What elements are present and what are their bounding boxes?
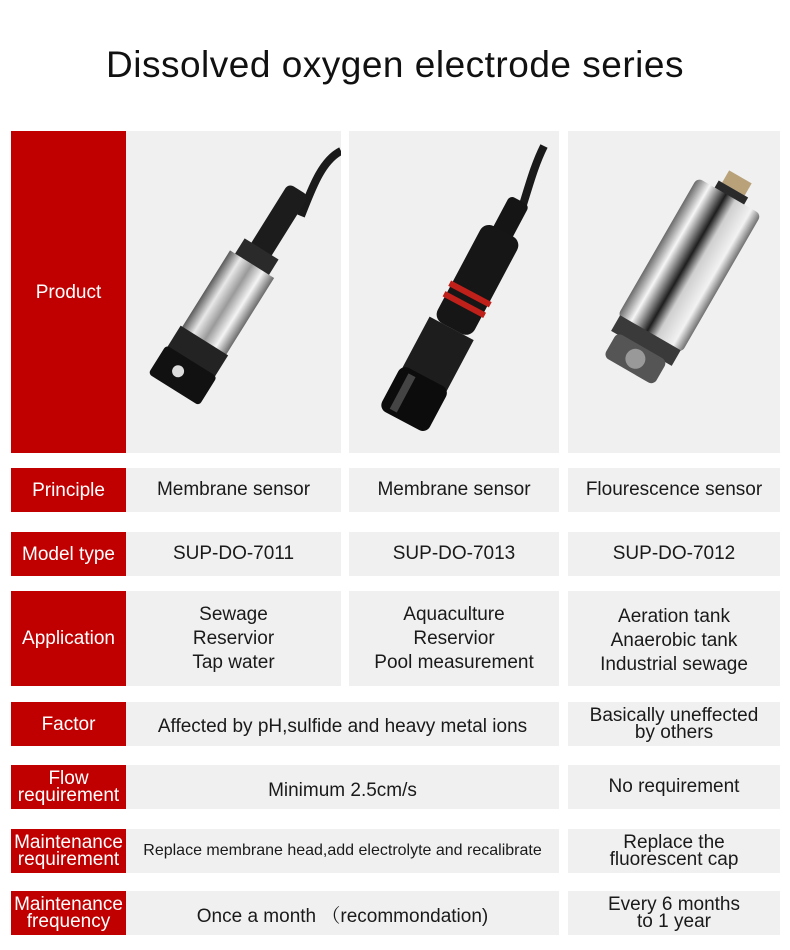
maintenance-frequency-membrane-text: Once a month （recommondation) [196,906,489,927]
maintenance-requirement-membrane-text: Replace membrane head,add electrolyte and recalibrate [143,842,542,859]
principle-7013 [349,468,559,512]
application-7013 [349,591,559,686]
model-7011 [126,532,341,576]
product-image-7012 [568,131,780,453]
application-item: Sewage [199,603,268,625]
flow-fluorescence-text: No requirement [608,776,740,797]
product-image-7011 [126,131,341,453]
row-label-model [11,532,126,576]
maintenance-requirement-fluorescence-line: fluorescent cap [609,849,739,870]
application-item: Aeration tank [618,605,730,627]
row-label-maintenance-requirement-line: requirement [17,849,120,870]
principle-7011-text: Membrane sensor [156,479,311,500]
model-7011-text: SUP-DO-7011 [172,543,295,564]
row-label-product [11,131,126,453]
row-label-flow-line: requirement [17,785,120,806]
maintenance-frequency-membrane [126,891,559,935]
row-label-flow-line: Flow [48,768,89,789]
maintenance-frequency-fluorescence [568,891,780,935]
row-label-maintenance-frequency [11,891,126,935]
row-label-maintenance-frequency-line: frequency [26,911,111,932]
factor-fluorescence-line: by others [634,722,714,743]
row-label-maintenance-requirement [11,829,126,873]
maintenance-frequency-fluorescence-line: Every 6 months [608,894,740,915]
flow-membrane [126,765,559,809]
row-label-product-text: Product [35,281,102,303]
principle-7012-text: Flourescence sensor [585,479,763,500]
model-7013-text: SUP-DO-7013 [392,543,516,564]
model-7013 [349,532,559,576]
model-7012-text: SUP-DO-7012 [612,543,736,564]
maintenance-requirement-membrane [126,829,559,873]
principle-7012 [568,468,780,512]
maintenance-frequency-fluorescence-line: to 1 year [637,911,711,932]
product-image-7013 [349,131,559,453]
maintenance-requirement-fluorescence [568,829,780,873]
flow-membrane-text: Minimum 2.5cm/s [268,780,417,801]
model-7012 [568,532,780,576]
factor-fluorescence-line: Basically uneffected [589,705,759,726]
page-title: Dissolved oxygen electrode series [106,44,684,85]
application-item: Pool measurement [374,651,534,673]
row-label-factor [11,702,126,746]
row-label-maintenance-frequency-line: Maintenance [14,894,123,915]
factor-fluorescence [568,702,780,746]
row-label-principle [11,468,126,512]
application-item: Reservior [413,627,495,649]
principle-7011 [126,468,341,512]
row-label-factor-text: Factor [41,713,96,735]
maintenance-requirement-fluorescence-line: Replace the [623,832,725,853]
application-item: Tap water [192,651,275,673]
row-label-flow [11,765,126,809]
row-label-application [11,591,126,686]
row-label-maintenance-requirement-line: Maintenance [14,832,123,853]
principle-7013-text: Membrane sensor [377,479,531,500]
row-label-principle-text: Principle [32,479,105,501]
application-item: Aquaculture [403,603,505,625]
application-item: Industrial sewage [600,653,748,675]
row-label-application-text: Application [22,628,115,649]
application-item: Anaerobic tank [610,629,738,651]
factor-membrane [126,702,559,746]
application-7011 [126,591,341,686]
factor-membrane-text: Affected by pH,sulfide and heavy metal ions [157,716,528,737]
application-item: Reservior [192,627,275,649]
flow-fluorescence [568,765,780,809]
row-label-model-text: Model type [22,543,115,565]
application-7012 [568,591,780,686]
